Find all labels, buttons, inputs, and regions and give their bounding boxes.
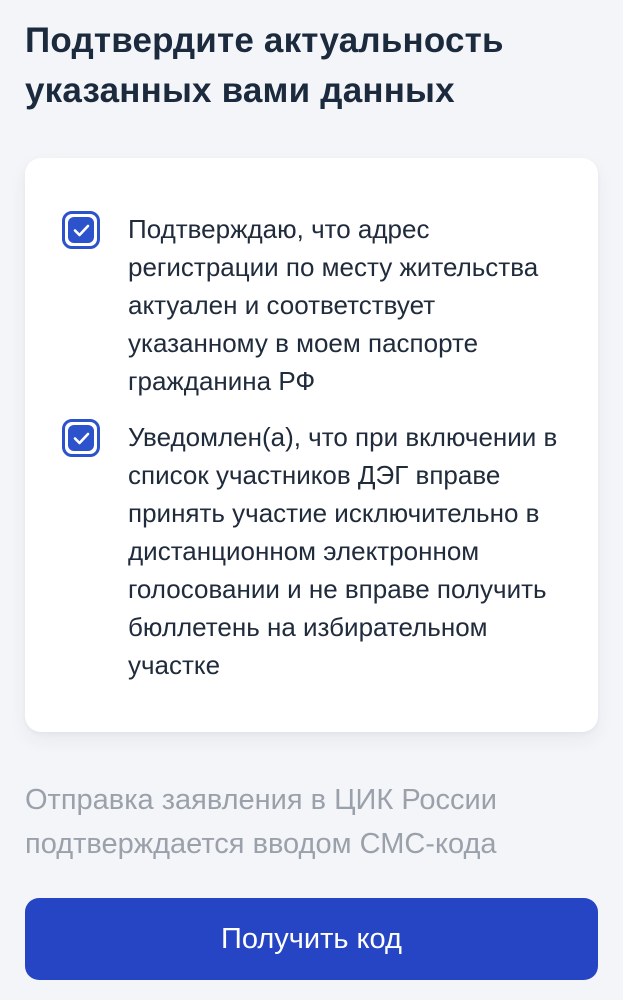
checkbox-fill xyxy=(68,425,94,451)
checkbox-label-deg-notification: Уведомлен(а), что при включении в список участников ДЭГ вправе принять участие исключительно в дистанционном электронном голосовании и не вправе получить бюллетень на избирательном участке xyxy=(128,422,558,680)
checkbox-address-confirmation[interactable] xyxy=(62,211,100,249)
checkbox-label-address-confirmation: Подтверждаю, что адрес регистрации по месту жительства актуален и соответствует указанному в моем паспорте гражданина РФ xyxy=(128,214,539,396)
checkbox-deg-notification[interactable] xyxy=(62,419,100,457)
sms-confirmation-note: Отправка заявления в ЦИК России подтверждается вводом СМС-кода xyxy=(25,784,497,860)
page xyxy=(0,16,623,1000)
checkbox-row-deg-notification[interactable] xyxy=(62,418,560,684)
checkmark-icon xyxy=(73,432,90,445)
checkbox-row-address-confirmation[interactable] xyxy=(62,210,560,400)
get-code-button[interactable]: Получить код xyxy=(25,898,598,980)
page-title: Подтвердите актуальность указанных вами данных xyxy=(25,21,504,110)
checkmark-icon xyxy=(73,224,90,237)
consent-card xyxy=(25,158,598,732)
checkbox-fill xyxy=(68,217,94,243)
